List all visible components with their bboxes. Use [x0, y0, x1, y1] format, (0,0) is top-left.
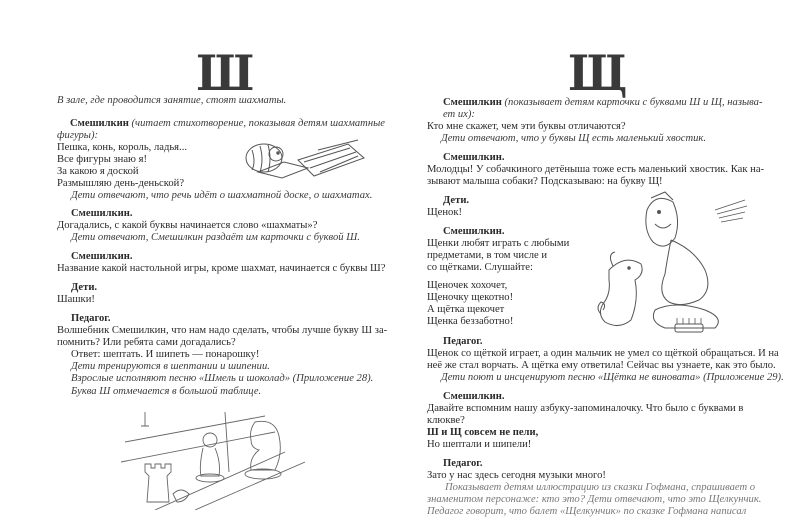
text-line: Волшебник Смешилкин, что нам надо сделать, чтобы лучше букву Ш за- — [57, 325, 388, 336]
text-line: со щётками. Слушайте: — [427, 262, 533, 273]
speaker-name: Смешилкин — [70, 118, 129, 129]
speaker-name: Дети. — [443, 195, 470, 206]
text-line: Педагог говорит, что балет «Щелкунчик» по сказке Гофмана написал — [427, 506, 747, 517]
speaker-name: Дети. — [71, 282, 98, 293]
text-line: Пешка, конь, король, ладья... — [57, 142, 188, 153]
speaker-name: Смешилкин — [443, 97, 502, 108]
text-line: Буква Ш отмечается в большой таблице. — [71, 386, 262, 397]
speaker-name: Смешилкин. — [71, 251, 133, 262]
text-line: Дети отвечают, Смешилкин раздаёт им карточки с буквой Ш. — [71, 232, 360, 243]
speaker-name: Смешилкин. — [71, 208, 133, 219]
text-line: фигуры): — [57, 130, 99, 141]
text-line: знаменитом персонаже: кто это? Дети отвечают, что это Щелкунчик. — [427, 494, 762, 505]
left-page — [0, 0, 400, 512]
text-line: В зале, где проводится занятие, стоят шахматы. — [57, 95, 287, 106]
text-line: Кто мне скажет, чем эти буквы отличаются? — [427, 121, 626, 132]
bee-on-chessboard-illustration — [238, 132, 368, 184]
text-line: Дети отвечают, что у буквы Щ есть маленький хвостик. — [441, 133, 707, 144]
text-line: Щенки любят играть с любыми — [427, 238, 570, 249]
text-line: Щеночку щекотно! — [427, 292, 514, 303]
text-line: Все фигуры знаю я! — [57, 154, 148, 165]
text-line: предметами, в том числе и — [427, 250, 548, 261]
text-line: помнить? Или ребята сами догадались? — [57, 337, 236, 348]
text-line: Зато у нас здесь сегодня музыки много! — [427, 470, 606, 481]
letter-heading: Щ — [568, 44, 628, 102]
speaker-name: Педагог. — [443, 458, 483, 469]
right-page — [400, 0, 799, 517]
text-line: Смешилкин (показывает детям карточки с буквами Ш и Щ, называ- — [443, 97, 763, 108]
text-line: А щётка щекочет — [427, 304, 505, 315]
text-line: Размышляю день-деньской? — [57, 178, 185, 189]
text-line: Дети тренируются в шептании и шипении. — [71, 361, 270, 372]
letter-heading: Ш — [196, 44, 255, 102]
speaker-name: Смешилкин. — [443, 226, 505, 237]
text-line: зывают малыша собаки? Подсказываю: на букву Щ! — [427, 176, 663, 187]
speaker-name: Смешилкин. — [443, 152, 505, 163]
text-line: Щенок! — [427, 207, 463, 218]
man-with-puppy-and-brush-illustration — [595, 190, 755, 340]
speaker-name: Педагог. — [443, 336, 483, 347]
text-line: Дети отвечают, что речь идёт о шахматной доске, о шахматах. — [71, 190, 373, 201]
text-line: Щеночек хохочет, — [427, 280, 508, 291]
text-line: Ответ: шептать. И шипеть — понарошку! — [71, 349, 260, 360]
chess-pieces-illustration — [115, 402, 305, 510]
text-line: ет их): — [443, 109, 475, 120]
text-line: Ш и Щ совсем не пели, — [427, 427, 539, 438]
text-line: Давайте вспомним нашу азбуку-запоминалочку. Что было с буквами в — [427, 403, 744, 414]
text-line: Показывает детям иллюстрацию из сказки Гофмана, спрашивает о — [445, 482, 756, 493]
text-line: клюкве? — [427, 415, 465, 426]
speaker-name: Смешилкин. — [443, 391, 505, 402]
text-line: За какою я доской — [57, 166, 139, 177]
text-line: Молодцы! У собачкиного детёныша тоже есть маленький хвостик. Как на- — [427, 164, 765, 175]
text-line: Догадались, с какой буквы начинается слово «шахматы»? — [57, 220, 318, 231]
text-line: Смешилкин (читает стихотворение, показывая детям шахматные — [70, 118, 385, 129]
text-line: Взрослые исполняют песню «Шмель и шоколад» (Приложение 28). — [71, 373, 374, 384]
text-line: Название какой настольной игры, кроме шахмат, начинается с буквы Ш? — [57, 263, 386, 274]
speaker-name: Педагог. — [71, 313, 111, 324]
text-line: Щенок со щёткой играет, а один мальчик не умел со щёткой обращаться. И на — [427, 348, 779, 359]
text-line: Но шептали и шипели! — [427, 439, 532, 450]
text-line: Щенка беззаботно! — [427, 316, 514, 327]
text-line: Шашки! — [57, 294, 95, 305]
text-line: Дети поют и инсценируют песню «Щётка не виновата» (Приложение 29). — [441, 372, 784, 383]
text-line: неё же стал ворчать. А щётка ему ответила! Сейчас вы узнаете, как это было. — [427, 360, 776, 371]
